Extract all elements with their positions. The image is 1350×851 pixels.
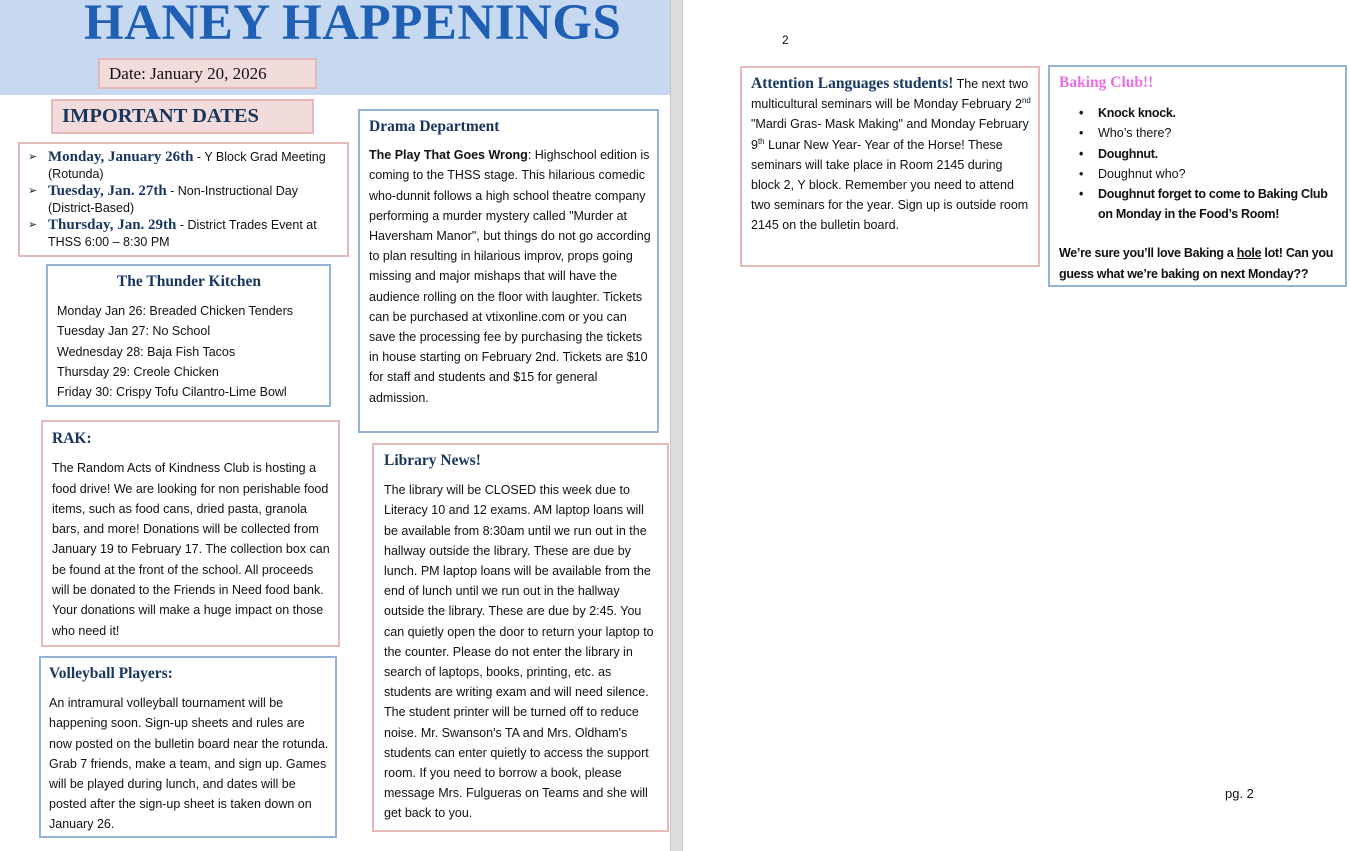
issue-date: Date: January 20, 2026 (98, 58, 317, 89)
page-gutter (670, 0, 683, 851)
baking-heading: Baking Club!! (1059, 74, 1154, 91)
important-dates-box (18, 142, 349, 257)
masthead-banner (0, 0, 670, 95)
play-title: The Play That Goes Wrong (369, 148, 528, 163)
languages-text: "Mardi Gras- Mask Making" and Monday February 9 (751, 117, 1029, 152)
closing-text: lot! Can you guess what we’re baking on next Monday?? (1059, 246, 1334, 281)
page-number-top: 2 (782, 33, 789, 47)
ordinal-suffix: th (757, 136, 765, 146)
closing-pun: hole (1236, 246, 1262, 261)
languages-heading: Attention Languages students! (751, 75, 954, 92)
languages-text: Lunar New Year- Year of the Horse! These seminars will take place in Room 2145 during block 2, Y block. Remember you need to attend two seminars for the year. Sign up is outside room 2145 on the bulletin board. (751, 137, 1029, 233)
library-box (372, 443, 669, 832)
list-item: • Doughnut forget to come to Baking Club on Monday in the Food’s Room! (1098, 184, 1339, 224)
languages-text: The next two multicultural seminars will be Monday February 2 (751, 77, 1029, 112)
ordinal-suffix: nd (1021, 96, 1031, 106)
menu-item: Friday 30: Crispy Tofu Cilantro-Lime Bowl (57, 385, 287, 400)
date-text: - Non-Instructional Day (District-Based) (48, 184, 298, 215)
drama-heading: Drama Department (369, 118, 500, 135)
date-label: Thursday, Jan. 29th (48, 217, 177, 233)
drama-text: : Highschool edition is coming to the THSS stage. This hilarious comedic who-dunnit follows a high school theatre company performing a murder mystery called "Murder at Haversham Manor", but things do not go according to plan resulting in hilarious improv, props going missing and major mishaps that will have the audience rolling on the floor with laughter. Tickets can be purchased at vtixonline.com or you can save the processing fee by purchasing the tickets in house starting on February 2nd. Tickets are $10 for staff and students and $15 for general admission. (369, 148, 651, 405)
closing-text: We’re sure you’ll love Baking a (1059, 246, 1237, 261)
library-heading: Library News! (384, 452, 481, 469)
menu-item: Wednesday 28: Baja Fish Tacos (57, 344, 236, 359)
languages-box (740, 66, 1040, 267)
page-1 (0, 0, 670, 851)
menu-item: Tuesday Jan 27: No School (57, 324, 211, 339)
rak-body: The Random Acts of Kindness Club is hosting a food drive! We are looking for non perishable food items, such as food cans, dried pasta, granola bars, and more! Donations will be collected from January 19 to February 17. The collection box can be found at the front of the school. All proceeds will be donated to the Friends in Need food bank. Your donations will make a huge impact on those who need it! (52, 461, 330, 638)
drama-body (369, 145, 651, 408)
menu-item: Thursday 29: Creole Chicken (57, 364, 219, 379)
drama-box (358, 109, 659, 433)
date-item (48, 183, 343, 217)
date-item (48, 217, 343, 251)
page-number-bottom: pg. 2 (1225, 786, 1254, 801)
list-item: • Who’s there? (1098, 123, 1339, 143)
date-text: - Y Block Grad Meeting (Rotunda) (48, 150, 326, 181)
baking-club-box (1048, 65, 1347, 287)
date-label: Monday, January 26th (48, 149, 194, 165)
joke-list (1059, 103, 1339, 224)
thunder-kitchen-box (46, 264, 331, 407)
volleyball-heading: Volleyball Players: (49, 665, 173, 682)
rak-heading: RAK: (52, 430, 92, 447)
date-text: - District Trades Event at THSS 6:00 – 8:30 PM (48, 218, 317, 249)
important-dates-heading: IMPORTANT DATES (51, 99, 314, 134)
menu-item: Monday Jan 26: Breaded Chicken Tenders (57, 304, 294, 319)
kitchen-heading: The Thunder Kitchen (116, 273, 262, 290)
page-2 (683, 0, 1350, 851)
rak-box (41, 420, 340, 647)
baking-closing (1059, 243, 1339, 283)
list-item: • Knock knock. (1098, 103, 1339, 123)
newsletter-title: HANEY HAPPENINGS (84, 0, 622, 51)
library-body: The library will be CLOSED this week due to Literacy 10 and 12 exams. AM laptop loans will be available from 8:30am until we run out in the hallway outside the library. These are due by lunch. PM laptop loans will be available from the end of lunch until we run out in the hallway outside the library. These are due by 2:45. You can quietly open the door to return your laptop to the counter. Please do not enter the library in search of laptops, books, printing, etc. as students are writing exam and will need silence. The student printer will be turned off to reduce noise. Mr. Swanson's TA and Mrs. Oldham's students can enter quietly to access the support room. If you need to borrow a book, please message Mrs. Fulgueras on Teams and she will get back to you. (384, 483, 654, 821)
date-item (48, 149, 343, 183)
volleyball-box (39, 656, 337, 838)
list-item: • Doughnut who? (1098, 164, 1339, 184)
date-label: Tuesday, Jan. 27th (48, 183, 167, 199)
volleyball-body: An intramural volleyball tournament will be happening soon. Sign-up sheets and rules are now posted on the bulletin board near the rotunda. Grab 7 friends, make a team, and sign up. Games will be played during lunch, and dates will be posted after the sign-up sheet is taken down on January 26. (49, 696, 329, 832)
list-item: • Doughnut. (1098, 144, 1339, 164)
